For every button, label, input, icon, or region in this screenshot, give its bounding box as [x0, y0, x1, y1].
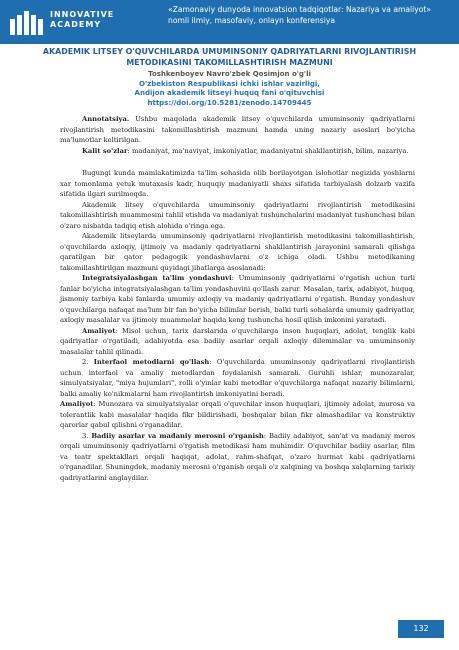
- keywords-text: : madaniyat, ma'naviyat, imkoniyatlar, madaniyatni shakllantirish, bilim, nazariya.: [127, 146, 409, 155]
- paragraph-6-label: Interfaol metodlarni qo'llash: [93, 358, 210, 366]
- paragraph-2: Akademik litsey o'quvchilarda umuminsoniy qadriyatlarni rivojlantirish metodikasini takomillashtirish muammosini tahlil etishda va madaniyat tushunchalarini madaniyat tushunchasi bilan o'zaro nisbatda tadqiq etish alohida o'ringa ega.: [60, 200, 415, 230]
- paragraph-6: [60, 357, 415, 399]
- author-affiliation-1: O'zbekiston Respublikasi ichki ishlar vazirligi,: [139, 79, 320, 88]
- paragraph-6-text: : O'quvchilarda umuminsoniy qadriyatlarni rivojlantirish uchun interfaol va amaliy metodlardan foydalanish samarali. Guruhli ishlar, munozaralar, simulyatsiyalar, "miya hujumlari", rolli o'yinlar kabi metodlar o'quvchilarga nafaqat nazariy bilimlarni, balki amaliy ko'nikmalarni ham rivojlantirish imkoniyatini beradi.: [60, 358, 415, 398]
- author-name: Toshkenboyev Navro'zbek Qosimjon o'g'li: [148, 70, 311, 78]
- abstract-text: Ushbu maqolada akademik litsey o'quvchilarda umuminsoniy qadriyatlarni rivojlantirish metodikasini takomillashtirish mazmuni hamda uning nazariy asoslari bo'yicha ma'lumotlar keltirilgan.: [60, 115, 415, 144]
- paragraph-7: [60, 399, 415, 431]
- paragraph-8-number: 3.: [82, 431, 92, 440]
- paragraph-8-label: Badiiy asarlar va madaniy merosni o'rganish: [91, 431, 264, 440]
- author-affiliation-2: Andijon akademik litseyi huquq fani o'qituvchisi: [134, 89, 325, 98]
- author-block: [20, 70, 439, 108]
- paragraph-3: Akademik litseylarda umuminsoniy qadriyatlarni rivojlantirish metodikasini takomillashtirish, o'quvchilarda axloqiy, ijtimoiy va madaniy qadriyatlarni shakllantirish jarayonini samarali qilishga qaratilgan bir qator pedagogik yondashuvlarni o'z ichiga oladi. Ushbu metodikaning takomillashtirilgan mazmuni quyidagi jihatlarga asoslanadi:: [60, 232, 415, 272]
- paragraph-5: [60, 326, 415, 358]
- paragraph-8: [60, 431, 415, 484]
- article-title: AKADEMIK LITSEY O'QUVCHILARDA UMUMINSONIY QADRIYATLARNI RIVOJLANTIRISH METODIKASINI TAKOMILLASHTIRISH MAZMUNI: [42, 47, 417, 67]
- header-band: [0, 0, 459, 44]
- conference-title: «Zamonaviy dunyoda innovatsion tadqiqotlar: Nazariya va amaliyot» nomli ilmiy, masofaviy, onlayn konferensiya: [168, 5, 432, 25]
- logo-text: [50, 10, 114, 30]
- page-number: 132: [398, 620, 444, 638]
- paragraph-7-label: Amaliyot: [60, 400, 94, 408]
- paragraph-5-label: Amaliyot: [82, 326, 116, 335]
- abstract-label: Annotatsiya.: [82, 115, 130, 123]
- keywords-label: Kalit so'zlar: [82, 146, 128, 155]
- doi-link[interactable]: https://doi.org/10.5281/zenodo.14709445: [147, 98, 312, 107]
- paragraph-4-text: : Umuminsoniy qadriyatlarni o'rgatish uchun turli fanlar bo'yicha integratsiyalashgan ta'lim yondashuvini qo'llash zarur. Masalan, tarix, adabiyot, huquq, jismoniy tarbiya kabi fanlarda umumiy axloqiy va madaniy qadriyatlarni o'rgatish. Bunday yondashuv o'quvchilarga nafaqat ma'lum bir fan bo'yicha bilimlar berish, balki turli sohalarda umumiy qadriyatlar, axloqiy masalalar va ijtimoiy muammolar haqida keng tushuncha hosil qilish imkonini yaratadi.: [60, 274, 415, 324]
- abstract: [60, 114, 415, 146]
- paragraph-1: Bugungi kunda mamlakatimizda ta'lim sohasida olib borilayotgan islohotlar negizida yoshlarni xar tomonlama yetuk mutaxasis kadr, huquqiy madaniyatli shaxs sifatida tarbiyalash dolzarb vazifa sifatida ilgari surilmoqda.: [60, 169, 415, 198]
- paragraph-4: [60, 273, 415, 326]
- paragraph-4-label: Integratsiyalashgan ta'lim yondashuvi: [82, 274, 232, 282]
- logo-line-2: ACADEMY: [50, 20, 102, 29]
- keywords: [60, 146, 415, 157]
- paragraph-7-text: : Munozara va simulyatsiyalar orqali o'quvchilar inson huquqlari, ijtimoiy adolat, murosa va tolerantlik kabi masalalar haqida fikr bildirishadi, boshqalar bilan fikr almashadilar va konstruktiv qarorlar qabul qilishni o'rganadilar.: [60, 400, 415, 429]
- logo: [10, 7, 160, 37]
- paragraph-8-text: : Badiiy adabiyot, san'at va madaniy meros orqali umuminsoniy qadriyatlarni o'rgatish metodikasi ham muhimdir. O'quvchilar badiiy asarlar, film va teatr spektakllari orqali haqiqat, adolat, rahm-shafqat, o'zaro hurmat kabi qadriyatlarni o'rganadilar. Shuningdek, madaniy merosni o'rganish orqali o'z xalqining va boshqa xalqlarning tarixiy qadriyatlarini anglaydilar.: [60, 431, 415, 482]
- article-body: [60, 114, 415, 483]
- logo-line-1: INNOVATIVE: [50, 10, 115, 19]
- paragraph-5-text: : Misol uchun, tarix darslarida o'quvchilarga inson huquqlari, adolat, tenglik kabi qadriyatlar o'rgatiladi, adabiyotda esa badiiy asarlar orqali axloqiy dilemmalar va umuminsoniy masalalar tahlil qilinadi.: [60, 326, 415, 356]
- logo-bars-icon: [10, 9, 46, 35]
- paragraph-6-number: 2.: [82, 358, 94, 366]
